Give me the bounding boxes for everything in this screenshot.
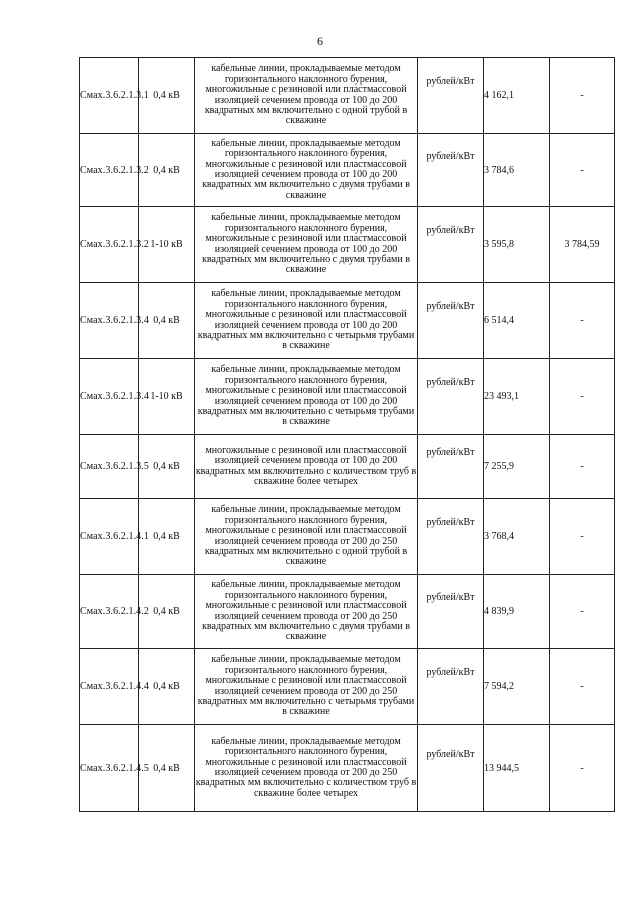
- rate-cell: 6 514,4: [484, 283, 550, 359]
- alt-rate-cell: -: [550, 134, 615, 207]
- table-row: [80, 58, 615, 134]
- table-row: [80, 283, 615, 359]
- unit-cell: [418, 359, 484, 435]
- tariff-code-cell: Смах.3.6.2.1.3.2: [80, 207, 139, 283]
- unit-cell: [418, 499, 484, 575]
- alt-rate-cell: -: [550, 575, 615, 649]
- voltage-cell: 1-10 кВ: [139, 207, 195, 283]
- tariff-code-cell: Смах.3.6.2.1.3.2: [80, 134, 139, 207]
- unit-label: рублей/кВт: [426, 377, 475, 388]
- voltage-cell: 0,4 кВ: [139, 435, 195, 499]
- tariff-code-cell: Смах.3.6.2.1.4.2: [80, 575, 139, 649]
- alt-rate-cell: -: [550, 58, 615, 134]
- unit-cell: [418, 725, 484, 812]
- table-row: [80, 359, 615, 435]
- unit-cell: [418, 649, 484, 725]
- voltage-cell: 0,4 кВ: [139, 134, 195, 207]
- unit-label: рублей/кВт: [426, 301, 475, 312]
- table-row: [80, 134, 615, 207]
- unit-label: рублей/кВт: [426, 225, 475, 236]
- rate-cell: 7 255,9: [484, 435, 550, 499]
- tariff-code-cell: Смах.3.6.2.1.3.4: [80, 283, 139, 359]
- alt-rate-cell: -: [550, 283, 615, 359]
- description-cell: многожильные с резиновой или пластмассовой изоляцией сечением провода от 100 до 200 квадратных мм включительно с количеством труб в скважине более четырех: [195, 435, 418, 499]
- tariff-code-cell: Смах.3.6.2.1.4.4: [80, 649, 139, 725]
- alt-rate-cell: -: [550, 435, 615, 499]
- tariff-code-cell: Смах.3.6.2.1.3.4: [80, 359, 139, 435]
- tariff-code-cell: Смах.3.6.2.1.3.5: [80, 435, 139, 499]
- rate-cell: 13 944,5: [484, 725, 550, 812]
- description-cell: кабельные линии, прокладываемые методом горизонтального наклонного бурения, многожильные с резиновой или пластмассовой изоляцией сечением провода от 200 до 250 квадратных мм включительно с двумя трубами в скважине: [195, 575, 418, 649]
- tariff-table-body: [80, 58, 615, 812]
- description-cell: кабельные линии, прокладываемые методом горизонтального наклонного бурения, многожильные с резиновой или пластмассовой изоляцией сечением провода от 100 до 200 квадратных мм включительно с двумя трубами в скважине: [195, 207, 418, 283]
- table-row: [80, 499, 615, 575]
- description-cell: кабельные линии, прокладываемые методом горизонтального наклонного бурения, многожильные с резиновой или пластмассовой изоляцией сечением провода от 100 до 200 квадратных мм включительно с одной трубой в скважине: [195, 58, 418, 134]
- table-row: [80, 207, 615, 283]
- unit-cell: [418, 435, 484, 499]
- unit-label: рублей/кВт: [426, 667, 475, 678]
- unit-cell: [418, 134, 484, 207]
- alt-rate-cell: -: [550, 359, 615, 435]
- unit-cell: [418, 58, 484, 134]
- tariff-code-cell: Смах.3.6.2.1.4.5: [80, 725, 139, 812]
- unit-label: рублей/кВт: [426, 592, 475, 603]
- rate-cell: 4 839,9: [484, 575, 550, 649]
- rate-cell: 7 594,2: [484, 649, 550, 725]
- description-cell: кабельные линии, прокладываемые методом горизонтального наклонного бурения, многожильные с резиновой или пластмассовой изоляцией сечением провода от 100 до 200 квадратных мм включительно с четырьмя трубами в скважине: [195, 283, 418, 359]
- table-row: [80, 575, 615, 649]
- tariff-table: [79, 57, 615, 812]
- unit-label: рублей/кВт: [426, 748, 475, 760]
- rate-cell: 3 768,4: [484, 499, 550, 575]
- alt-rate-cell: 3 784,59: [550, 207, 615, 283]
- tariff-code-cell: Смах.3.6.2.1.3.1: [80, 58, 139, 134]
- rate-cell: 3 784,6: [484, 134, 550, 207]
- page-number: 6: [317, 34, 323, 48]
- voltage-cell: 0,4 кВ: [139, 58, 195, 134]
- description-cell: кабельные линии, прокладываемые методом горизонтального наклонного бурения, многожильные с резиновой или пластмассовой изоляцией сечением провода от 100 до 200 квадратных мм включительно с четырьмя трубами в скважине: [195, 359, 418, 435]
- unit-label: рублей/кВт: [426, 76, 475, 87]
- table-row: [80, 649, 615, 725]
- unit-cell: [418, 575, 484, 649]
- description-cell: кабельные линии, прокладываемые методом горизонтального наклонного бурения, многожильные с резиновой или пластмассовой изоляцией сечением провода от 200 до 250 квадратных мм включительно с четырьмя трубами в скважине: [195, 649, 418, 725]
- voltage-cell: 0,4 кВ: [139, 725, 195, 812]
- unit-cell: [418, 207, 484, 283]
- voltage-cell: 0,4 кВ: [139, 649, 195, 725]
- voltage-cell: 0,4 кВ: [139, 499, 195, 575]
- rate-cell: 23 493,1: [484, 359, 550, 435]
- tariff-code-cell: Смах.3.6.2.1.4.1: [80, 499, 139, 575]
- rate-cell: 3 595,8: [484, 207, 550, 283]
- voltage-cell: 0,4 кВ: [139, 575, 195, 649]
- unit-label: рублей/кВт: [426, 447, 475, 458]
- unit-label: рублей/кВт: [426, 517, 475, 528]
- table-row: [80, 725, 615, 812]
- table-row: [80, 435, 615, 499]
- voltage-cell: 0,4 кВ: [139, 283, 195, 359]
- unit-cell: [418, 283, 484, 359]
- alt-rate-cell: -: [550, 649, 615, 725]
- description-cell: кабельные линии, прокладываемые методом горизонтального наклонного бурения, многожильные с резиновой или пластмассовой изоляцией сечением провода от 100 до 200 квадратных мм включительно с двумя трубами в скважине: [195, 134, 418, 207]
- description-cell: кабельные линии, прокладываемые методом горизонтального наклонного бурения, многожильные с резиновой или пластмассовой изоляцией сечением провода от 200 до 250 квадратных мм включительно с количеством труб в скважине более четырех: [195, 725, 418, 812]
- alt-rate-cell: -: [550, 725, 615, 812]
- unit-label: рублей/кВт: [426, 150, 475, 162]
- rate-cell: 4 162,1: [484, 58, 550, 134]
- description-cell: кабельные линии, прокладываемые методом горизонтального наклонного бурения, многожильные с резиновой или пластмассовой изоляцией сечением провода от 200 до 250 квадратных мм включительно с одной трубой в скважине: [195, 499, 418, 575]
- voltage-cell: 1-10 кВ: [139, 359, 195, 435]
- alt-rate-cell: -: [550, 499, 615, 575]
